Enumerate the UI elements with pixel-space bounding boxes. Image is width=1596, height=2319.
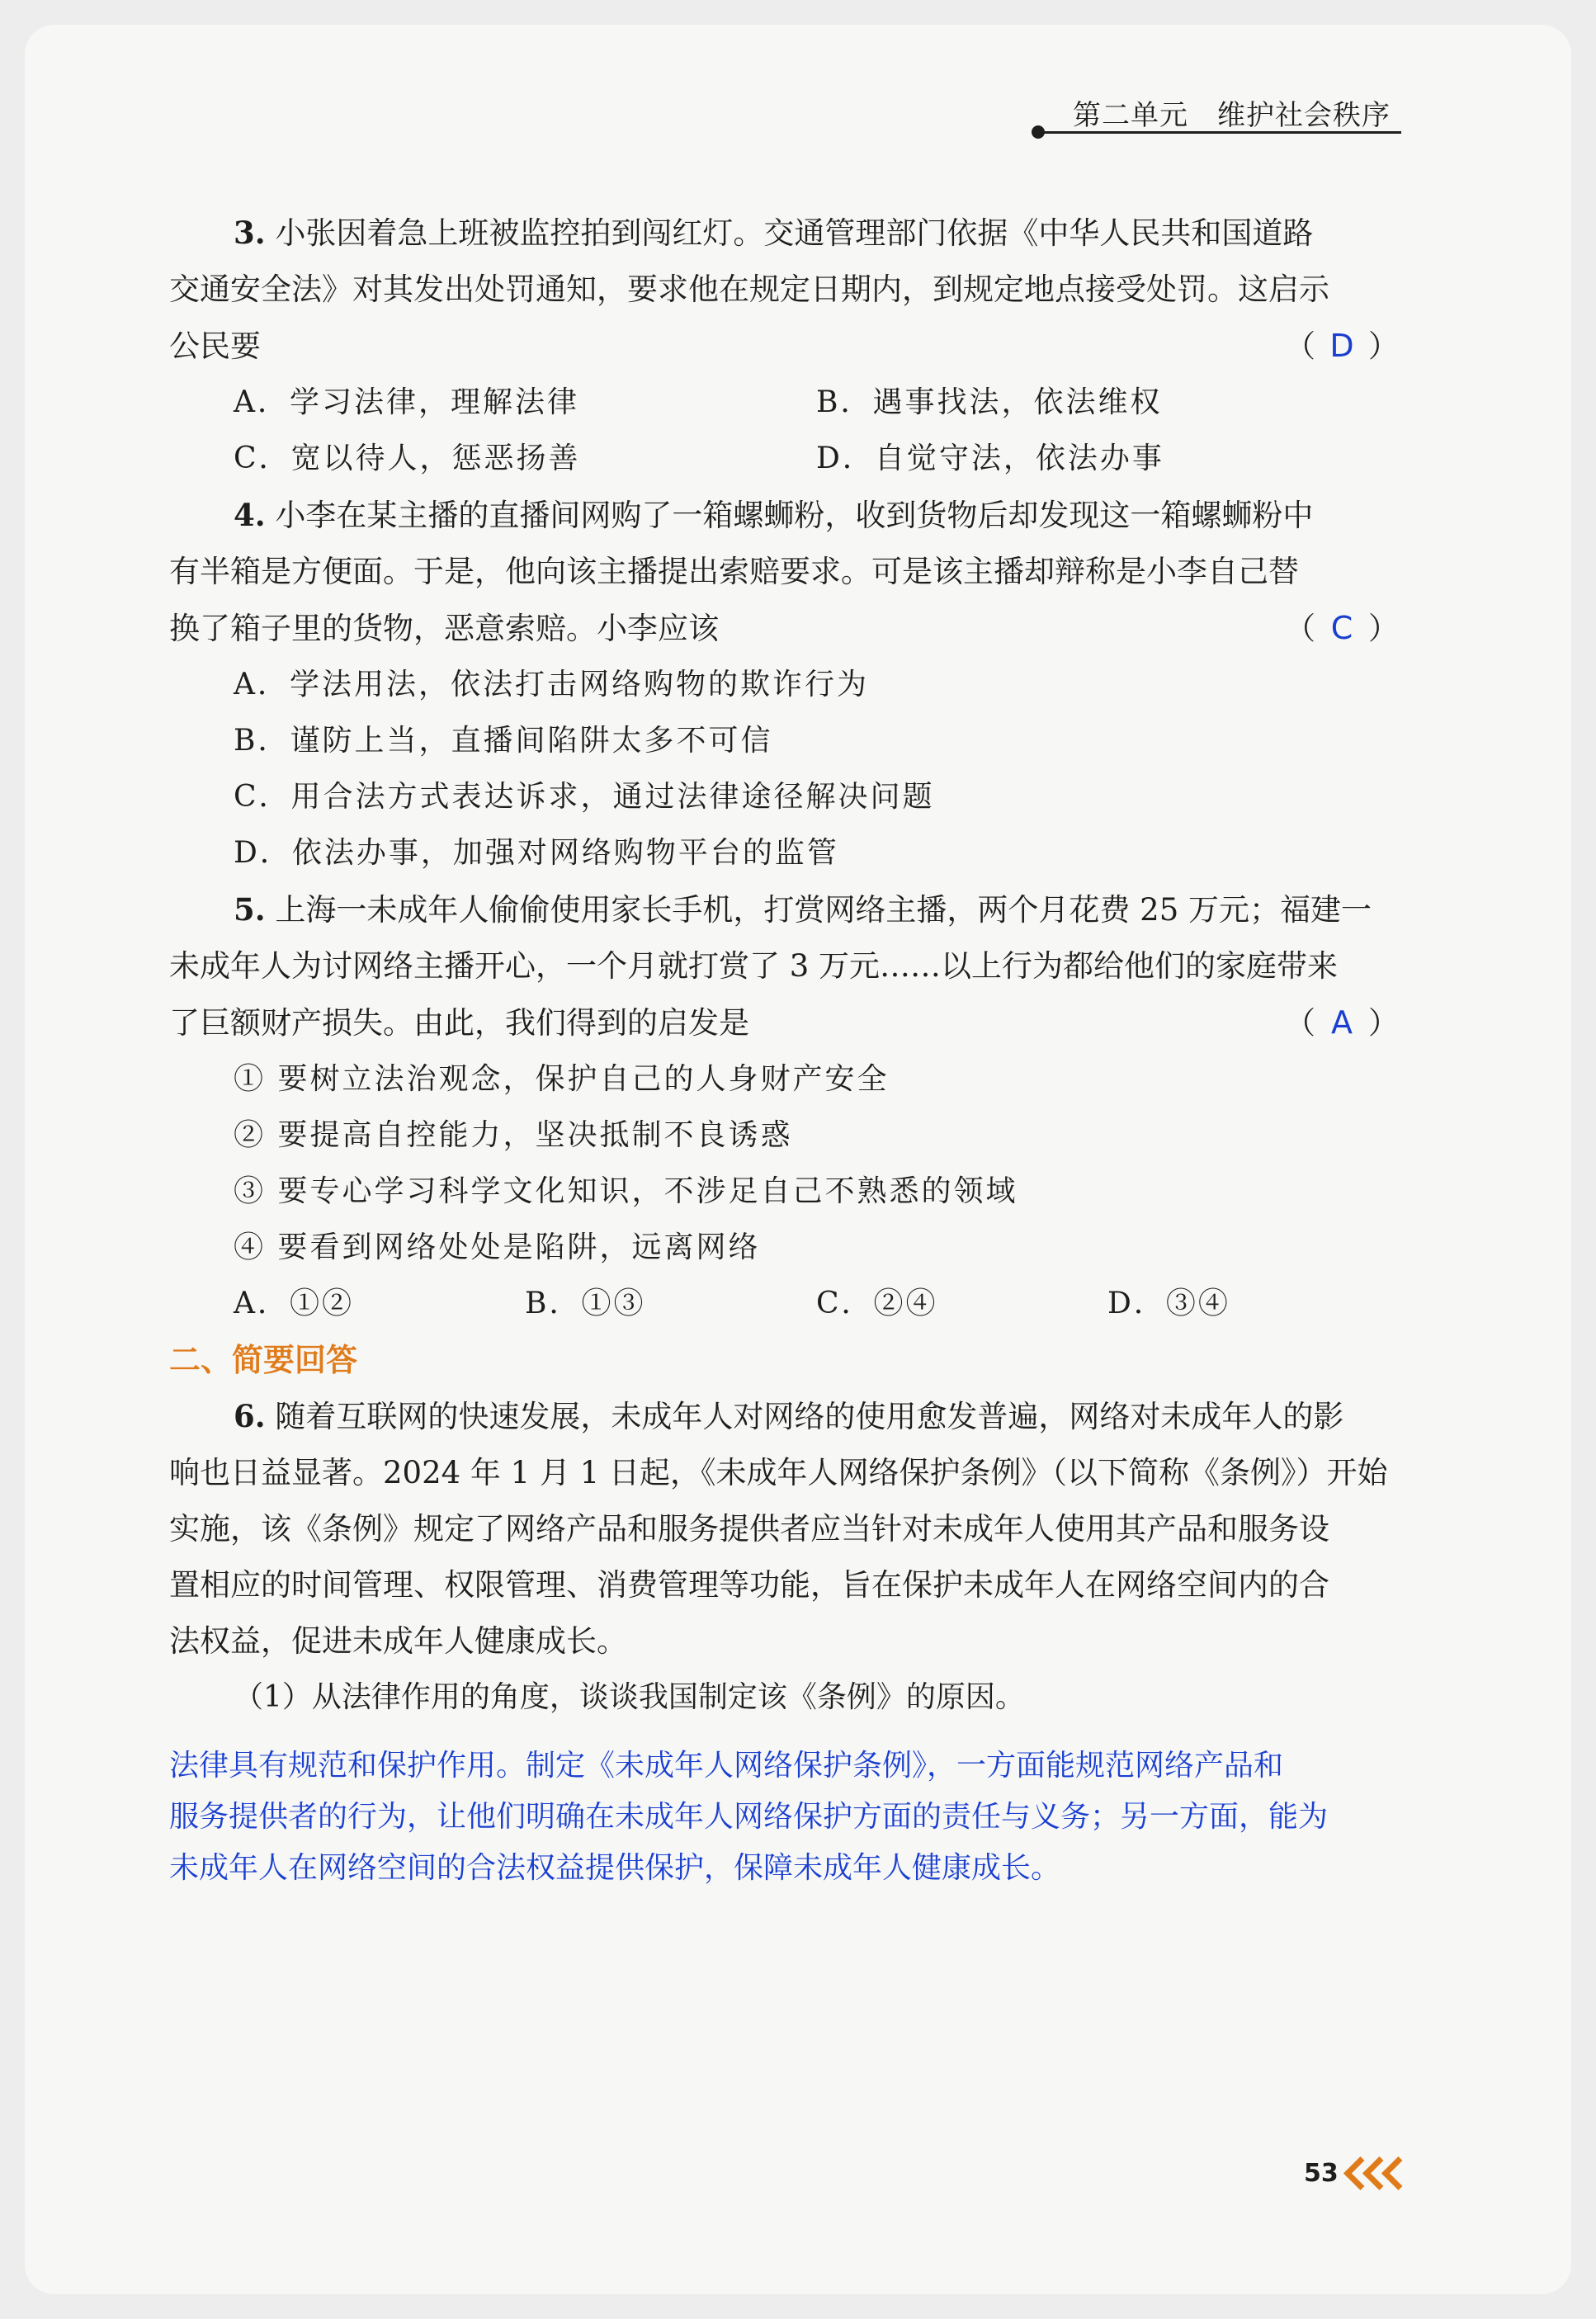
question-5-answer: A [1331, 1004, 1353, 1041]
answer-bracket: （ C ） [1285, 600, 1399, 657]
option-b: B．遇事找法，依法维权 [816, 385, 1163, 419]
question-3-options-row-2 [169, 431, 1399, 487]
option-c: C．②④ [816, 1287, 938, 1320]
page-content [169, 205, 1399, 1894]
chevron-left-icon [1348, 2161, 1405, 2185]
question-3 [169, 205, 1399, 487]
option-d: D．自觉守法，依法办事 [816, 442, 1164, 475]
option-d: D．③④ [1107, 1287, 1230, 1320]
option-c: C．宽以待人，惩恶扬善 [234, 442, 581, 475]
question-4-last-line: 换了箱子里的货物，恶意索赔。小李应该 （ C ） [169, 600, 1399, 657]
question-3-answer: D [1329, 328, 1354, 364]
question-5 [169, 881, 1399, 1332]
statement-4: ④ 要看到网络处处是陷阱，远离网络 [234, 1230, 761, 1264]
question-5-options [169, 1276, 1399, 1332]
statement-1: ① 要树立法治观念，保护自己的人身财产安全 [234, 1062, 890, 1096]
unit-header [1032, 91, 1405, 140]
question-3-last-line: 公民要 （ D ） [169, 318, 1399, 375]
answer-line: 未成年人在网络空间的合法权益提供保护，保障未成年人健康成长。 [169, 1851, 1061, 1885]
option-a: A．①② [234, 1287, 354, 1320]
statement-3: ③ 要专心学习科学文化知识，不涉足自己不熟悉的领域 [234, 1174, 1018, 1208]
question-6 [169, 1388, 1399, 1894]
option-a: A．学习法律，理解法律 [234, 385, 579, 419]
page-number: 53 [1304, 2158, 1339, 2188]
answer-line: 法律具有规范和保护作用。制定《未成年人网络保护条例》，一方面能规范网络产品和 [169, 1749, 1284, 1783]
question-5-last-line: 了巨额财产损失。由此，我们得到的启发是 （ A ） [169, 994, 1399, 1051]
question-5-text: 5. 上海一未成年人偷偷使用家长手机，打赏网络主播，两个月花费 25 万元；福建一 未成年人为讨网络主播开心，一个月就打赏了 3 万元……以上行为都给他们的家庭带来 [169, 891, 1372, 984]
option-d: D．依法办事，加强对网络购物平台的监管 [234, 836, 839, 870]
unit-title: 第二单元 维护社会秩序 [1073, 99, 1391, 132]
option-c: C．用合法方式表达诉求，通过法律途径解决问题 [234, 780, 935, 814]
question-4-text: 4. 小李在某主播的直播间网购了一箱螺蛳粉，收到货物后却发现这一箱螺蛳粉中 有半箱是方便面。于是，他向该主播提出索赔要求。可是该主播却辩称是小李自己替 [169, 497, 1314, 589]
option-b: B．谨防上当，直播间陷阱太多不可信 [234, 724, 773, 758]
question-3-options-row-1 [169, 375, 1399, 431]
answer-bracket: （ D ） [1285, 318, 1399, 375]
option-b: B．①③ [525, 1287, 646, 1320]
section-title: 二、简要回答 [169, 1342, 358, 1378]
statement-2: ② 要提高自控能力，坚决抵制不良诱惑 [234, 1118, 793, 1152]
question-6-text: 6. 随着互联网的快速发展，未成年人对网络的使用愈发普遍，网络对未成年人的影 响也日益显著。2024 年 1 月 1 日起，《未成年人网络保护条例》（以下简称《条例》）开始 实施，该《条例》规定了网络产品和服务提供者应当针对未成年人使用其产品和服务设 置相应的时间管理、权限管理、消费管理等功能，旨在保护未成年人在网络空间内的合 法权益，促进未成年人健康成长。 [169, 1398, 1388, 1659]
answer-line: 服务提供者的行为，让他们明确在未成年人网络保护方面的责任与义务；另一方面，能为 [169, 1800, 1329, 1834]
question-3-text: 3. 小张因着急上班被监控拍到闯红灯。交通管理部门依据《中华人民共和国道路 交通安全法》对其发出处罚通知，要求他在规定日期内，到规定地点接受处罚。这启示 [169, 215, 1329, 307]
handwritten-answer [97, 1740, 1523, 1894]
page-footer [1304, 2152, 1405, 2194]
option-a: A．学法用法，依法打击网络购物的欺诈行为 [234, 668, 869, 701]
question-4-answer: C [1330, 610, 1353, 646]
question-6-sub-1: （1）从法律作用的角度，谈谈我国制定该《条例》的原因。 [234, 1680, 1025, 1714]
question-4 [169, 487, 1399, 881]
answer-bracket: （ A ） [1285, 994, 1399, 1051]
